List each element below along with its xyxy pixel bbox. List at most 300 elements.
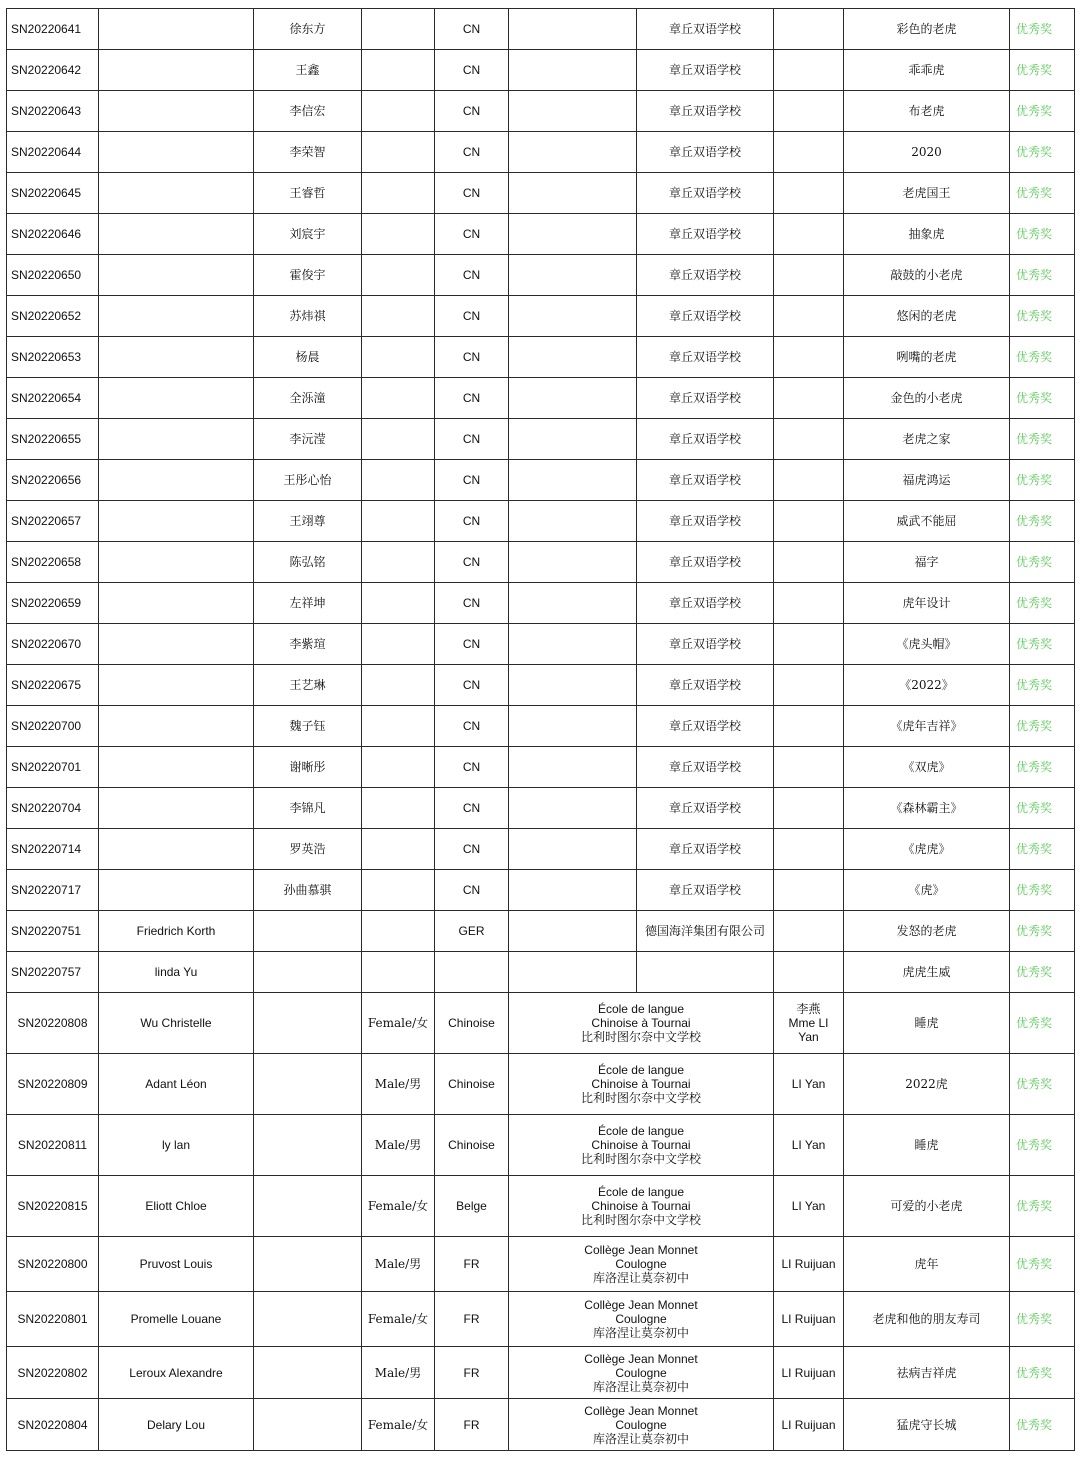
work-title: 睡虎 — [844, 993, 1010, 1054]
cell-line: Chinoise à Tournai — [591, 1016, 691, 1030]
gender: Male/男 — [362, 1237, 435, 1292]
gender — [362, 583, 435, 624]
school: 章丘双语学校 — [637, 624, 774, 665]
cell-line: École de langue — [597, 1002, 685, 1016]
entry-id: SN20220643 — [7, 91, 99, 132]
cell-line: Yan — [798, 1030, 819, 1044]
cell-line: Coulogne — [615, 1417, 667, 1432]
gender — [362, 706, 435, 747]
name-en: ly lan — [99, 1115, 254, 1176]
empty-cell — [509, 9, 637, 50]
table-row — [7, 501, 1075, 542]
gender — [362, 460, 435, 501]
award: 优秀奖 — [1010, 91, 1075, 132]
table-row — [7, 419, 1075, 460]
name-en: Friedrich Korth — [99, 911, 254, 952]
school — [509, 1054, 774, 1115]
teacher — [774, 9, 844, 50]
name-en — [99, 50, 254, 91]
empty-cell — [509, 91, 637, 132]
work-title: 威武不能屈 — [844, 501, 1010, 542]
award: 优秀奖 — [1010, 50, 1075, 91]
name-en — [99, 624, 254, 665]
table-row — [7, 1176, 1075, 1237]
cell-line: LI Ruijuan — [781, 1417, 836, 1432]
empty-cell — [509, 337, 637, 378]
school: 章丘双语学校 — [637, 542, 774, 583]
name-cn — [254, 1054, 362, 1115]
teacher — [774, 1176, 844, 1237]
work-title: 福字 — [844, 542, 1010, 583]
gender — [362, 952, 435, 993]
work-title: 虎年设计 — [844, 583, 1010, 624]
cell-line: Chinoise à Tournai — [591, 1199, 691, 1213]
gender — [362, 91, 435, 132]
gender: Male/男 — [362, 1115, 435, 1176]
country: CN — [435, 460, 509, 501]
gender — [362, 829, 435, 870]
country: Belge — [435, 1176, 509, 1237]
entry-id: SN20220653 — [7, 337, 99, 378]
award: 优秀奖 — [1010, 337, 1075, 378]
cell-line: Collège Jean Monnet — [584, 1351, 698, 1366]
table-row — [7, 788, 1075, 829]
name-cn: 徐东方 — [254, 9, 362, 50]
teacher — [774, 829, 844, 870]
award: 优秀奖 — [1010, 132, 1075, 173]
work-title: 2020 — [844, 132, 1010, 173]
teacher — [774, 1292, 844, 1347]
work-title: 老虎和他的朋友寿司 — [844, 1292, 1010, 1347]
name-en: linda Yu — [99, 952, 254, 993]
table-row — [7, 9, 1075, 50]
entry-id: SN20220641 — [7, 9, 99, 50]
cell-line: Coulogne — [615, 1312, 667, 1326]
table-row — [7, 993, 1075, 1054]
teacher — [774, 460, 844, 501]
country — [435, 952, 509, 993]
entry-id: SN20220642 — [7, 50, 99, 91]
gender — [362, 296, 435, 337]
school: 章丘双语学校 — [637, 337, 774, 378]
name-cn — [254, 1115, 362, 1176]
cell-line: 库洛涅让莫奈初中 — [592, 1431, 689, 1446]
table-row — [7, 870, 1075, 911]
country: CN — [435, 255, 509, 296]
country: FR — [435, 1399, 509, 1451]
name-en — [99, 583, 254, 624]
name-en: Promelle Louane — [99, 1292, 254, 1347]
teacher — [774, 911, 844, 952]
entry-id: SN20220700 — [7, 706, 99, 747]
teacher — [774, 173, 844, 214]
country: Chinoise — [435, 993, 509, 1054]
table-row — [7, 132, 1075, 173]
empty-cell — [509, 214, 637, 255]
cell-line: 库洛涅让莫奈初中 — [592, 1379, 689, 1394]
gender — [362, 665, 435, 706]
school: 章丘双语学校 — [637, 583, 774, 624]
name-en — [99, 665, 254, 706]
gender — [362, 501, 435, 542]
name-cn: 魏子钰 — [254, 706, 362, 747]
country: CN — [435, 50, 509, 91]
table-row — [7, 706, 1075, 747]
country: FR — [435, 1237, 509, 1292]
teacher — [774, 952, 844, 993]
gender — [362, 624, 435, 665]
name-cn: 孙曲慕骐 — [254, 870, 362, 911]
entry-id: SN20220811 — [7, 1115, 99, 1176]
award: 优秀奖 — [1010, 624, 1075, 665]
table-row — [7, 1054, 1075, 1115]
school — [509, 1237, 774, 1292]
teacher — [774, 255, 844, 296]
table-body — [7, 9, 1075, 1451]
name-cn: 李锦凡 — [254, 788, 362, 829]
teacher — [774, 706, 844, 747]
work-title: 《虎虎》 — [844, 829, 1010, 870]
teacher — [774, 214, 844, 255]
name-cn: 左祥坤 — [254, 583, 362, 624]
name-en — [99, 788, 254, 829]
empty-cell — [509, 255, 637, 296]
entry-id: SN20220646 — [7, 214, 99, 255]
school: 章丘双语学校 — [637, 296, 774, 337]
country: CN — [435, 747, 509, 788]
school: 章丘双语学校 — [637, 50, 774, 91]
school: 章丘双语学校 — [637, 9, 774, 50]
table-row — [7, 1237, 1075, 1292]
name-cn — [254, 1237, 362, 1292]
gender: Male/男 — [362, 1054, 435, 1115]
entry-id: SN20220804 — [7, 1399, 99, 1451]
country: Chinoise — [435, 1054, 509, 1115]
name-en: Pruvost Louis — [99, 1237, 254, 1292]
teacher — [774, 747, 844, 788]
school: 德国海洋集团有限公司 — [637, 911, 774, 952]
empty-cell — [509, 296, 637, 337]
school: 章丘双语学校 — [637, 665, 774, 706]
gender: Female/女 — [362, 993, 435, 1054]
country: CN — [435, 173, 509, 214]
name-en — [99, 132, 254, 173]
entry-id: SN20220670 — [7, 624, 99, 665]
name-en: Adant Léon — [99, 1054, 254, 1115]
teacher — [774, 378, 844, 419]
school — [509, 1292, 774, 1347]
name-en — [99, 829, 254, 870]
award: 优秀奖 — [1010, 1347, 1075, 1399]
country: CN — [435, 419, 509, 460]
table-row — [7, 255, 1075, 296]
work-title: 金色的小老虎 — [844, 378, 1010, 419]
entry-id: SN20220658 — [7, 542, 99, 583]
cell-line: LI Ruijuan — [781, 1312, 836, 1326]
teacher — [774, 50, 844, 91]
award: 优秀奖 — [1010, 501, 1075, 542]
work-title: 《2022》 — [844, 665, 1010, 706]
table-row — [7, 952, 1075, 993]
teacher — [774, 1054, 844, 1115]
country: CN — [435, 706, 509, 747]
name-cn — [254, 1292, 362, 1347]
gender: Female/女 — [362, 1176, 435, 1237]
name-en — [99, 9, 254, 50]
name-cn — [254, 993, 362, 1054]
cell-line: Collège Jean Monnet — [584, 1298, 698, 1312]
name-en: Eliott Chloe — [99, 1176, 254, 1237]
cell-line: Chinoise à Tournai — [591, 1138, 691, 1152]
name-cn: 谢晰彤 — [254, 747, 362, 788]
entry-id: SN20220652 — [7, 296, 99, 337]
table-row — [7, 50, 1075, 91]
table-row — [7, 665, 1075, 706]
table-row — [7, 214, 1075, 255]
empty-cell — [509, 501, 637, 542]
cell-line: LI Yan — [791, 1077, 826, 1091]
empty-cell — [509, 788, 637, 829]
entry-id: SN20220801 — [7, 1292, 99, 1347]
award: 优秀奖 — [1010, 829, 1075, 870]
cell-line: 比利时图尔奈中文学校 — [580, 1213, 701, 1227]
work-title: 祛病吉祥虎 — [844, 1347, 1010, 1399]
entry-id: SN20220704 — [7, 788, 99, 829]
award: 优秀奖 — [1010, 665, 1075, 706]
name-en: Leroux Alexandre — [99, 1347, 254, 1399]
empty-cell — [509, 747, 637, 788]
gender — [362, 378, 435, 419]
work-title: 虎虎生威 — [844, 952, 1010, 993]
country: Chinoise — [435, 1115, 509, 1176]
empty-cell — [509, 870, 637, 911]
work-title: 福虎鸿运 — [844, 460, 1010, 501]
school: 章丘双语学校 — [637, 870, 774, 911]
entry-id: SN20220751 — [7, 911, 99, 952]
award: 优秀奖 — [1010, 1292, 1075, 1347]
name-cn: 刘宸宇 — [254, 214, 362, 255]
work-title: 咧嘴的老虎 — [844, 337, 1010, 378]
country: CN — [435, 665, 509, 706]
cell-line: 库洛涅让莫奈初中 — [592, 1271, 689, 1285]
teacher — [774, 91, 844, 132]
cell-line: Chinoise à Tournai — [591, 1077, 691, 1091]
empty-cell — [509, 378, 637, 419]
country: CN — [435, 214, 509, 255]
teacher — [774, 583, 844, 624]
name-cn: 陈弘铭 — [254, 542, 362, 583]
teacher — [774, 419, 844, 460]
empty-cell — [509, 706, 637, 747]
work-title: 猛虎守长城 — [844, 1399, 1010, 1451]
entry-id: SN20220808 — [7, 993, 99, 1054]
cell-line: LI Ruijuan — [781, 1365, 836, 1380]
school: 章丘双语学校 — [637, 255, 774, 296]
entry-id: SN20220657 — [7, 501, 99, 542]
name-cn: 李紫瑄 — [254, 624, 362, 665]
cell-line: 比利时图尔奈中文学校 — [580, 1030, 701, 1044]
gender — [362, 50, 435, 91]
name-en — [99, 378, 254, 419]
award: 优秀奖 — [1010, 1237, 1075, 1292]
school: 章丘双语学校 — [637, 501, 774, 542]
table-row — [7, 173, 1075, 214]
cell-line: École de langue — [597, 1185, 685, 1199]
award: 优秀奖 — [1010, 993, 1075, 1054]
name-cn: 杨晨 — [254, 337, 362, 378]
entry-id: SN20220701 — [7, 747, 99, 788]
name-en — [99, 173, 254, 214]
name-en — [99, 706, 254, 747]
name-cn: 李信宏 — [254, 91, 362, 132]
award: 优秀奖 — [1010, 1399, 1075, 1451]
name-en — [99, 296, 254, 337]
award: 优秀奖 — [1010, 378, 1075, 419]
table-row — [7, 911, 1075, 952]
work-title: 睡虎 — [844, 1115, 1010, 1176]
name-en — [99, 91, 254, 132]
gender: Female/女 — [362, 1399, 435, 1451]
school: 章丘双语学校 — [637, 214, 774, 255]
country: CN — [435, 501, 509, 542]
country: CN — [435, 583, 509, 624]
award: 优秀奖 — [1010, 255, 1075, 296]
school: 章丘双语学校 — [637, 706, 774, 747]
teacher — [774, 501, 844, 542]
teacher — [774, 1115, 844, 1176]
award: 优秀奖 — [1010, 9, 1075, 50]
award: 优秀奖 — [1010, 296, 1075, 337]
cell-line: École de langue — [597, 1124, 685, 1138]
country: CN — [435, 829, 509, 870]
entry-id: SN20220800 — [7, 1237, 99, 1292]
entry-id: SN20220809 — [7, 1054, 99, 1115]
cell-line: 库洛涅让莫奈初中 — [592, 1326, 689, 1340]
name-en — [99, 542, 254, 583]
entry-id: SN20220815 — [7, 1176, 99, 1237]
teacher — [774, 1399, 844, 1451]
school: 章丘双语学校 — [637, 132, 774, 173]
work-title: 布老虎 — [844, 91, 1010, 132]
empty-cell — [509, 173, 637, 214]
table-row — [7, 747, 1075, 788]
name-en — [99, 747, 254, 788]
teacher — [774, 1237, 844, 1292]
name-cn — [254, 911, 362, 952]
cell-line: Mme LI — [788, 1016, 829, 1030]
empty-cell — [509, 50, 637, 91]
award: 优秀奖 — [1010, 788, 1075, 829]
table-row — [7, 296, 1075, 337]
work-title: 老虎国王 — [844, 173, 1010, 214]
country: GER — [435, 911, 509, 952]
table-row — [7, 1347, 1075, 1399]
teacher — [774, 665, 844, 706]
work-title: 老虎之家 — [844, 419, 1010, 460]
country: CN — [435, 378, 509, 419]
award: 优秀奖 — [1010, 542, 1075, 583]
name-cn: 李荣智 — [254, 132, 362, 173]
table-row — [7, 337, 1075, 378]
name-en — [99, 501, 254, 542]
work-title: 《虎》 — [844, 870, 1010, 911]
work-title: 《虎头帽》 — [844, 624, 1010, 665]
school: 章丘双语学校 — [637, 788, 774, 829]
table-row — [7, 1115, 1075, 1176]
award: 优秀奖 — [1010, 214, 1075, 255]
school: 章丘双语学校 — [637, 829, 774, 870]
work-title: 《森林霸主》 — [844, 788, 1010, 829]
name-en — [99, 460, 254, 501]
name-cn — [254, 1176, 362, 1237]
teacher — [774, 132, 844, 173]
entry-id: SN20220656 — [7, 460, 99, 501]
gender — [362, 173, 435, 214]
empty-cell — [509, 132, 637, 173]
teacher — [774, 870, 844, 911]
entry-id: SN20220802 — [7, 1347, 99, 1399]
school: 章丘双语学校 — [637, 747, 774, 788]
country: CN — [435, 9, 509, 50]
school — [509, 1347, 774, 1399]
name-cn: 罗英浩 — [254, 829, 362, 870]
work-title: 《虎年吉祥》 — [844, 706, 1010, 747]
school: 章丘双语学校 — [637, 173, 774, 214]
teacher — [774, 1347, 844, 1399]
table-row — [7, 460, 1075, 501]
country: CN — [435, 337, 509, 378]
name-cn: 王睿哲 — [254, 173, 362, 214]
work-title: 发怒的老虎 — [844, 911, 1010, 952]
name-cn: 王鑫 — [254, 50, 362, 91]
country: FR — [435, 1292, 509, 1347]
cell-line: Collège Jean Monnet — [584, 1243, 698, 1257]
name-cn — [254, 1399, 362, 1451]
name-cn — [254, 1347, 362, 1399]
award: 优秀奖 — [1010, 173, 1075, 214]
gender — [362, 255, 435, 296]
award: 优秀奖 — [1010, 706, 1075, 747]
empty-cell — [509, 460, 637, 501]
table-row — [7, 91, 1075, 132]
cell-line: 比利时图尔奈中文学校 — [580, 1152, 701, 1166]
entry-id: SN20220757 — [7, 952, 99, 993]
table-row — [7, 542, 1075, 583]
gender — [362, 337, 435, 378]
empty-cell — [509, 542, 637, 583]
name-cn: 王翊尊 — [254, 501, 362, 542]
award: 优秀奖 — [1010, 1054, 1075, 1115]
award: 优秀奖 — [1010, 460, 1075, 501]
name-cn — [254, 952, 362, 993]
gender — [362, 747, 435, 788]
school — [509, 1176, 774, 1237]
gender — [362, 542, 435, 583]
gender — [362, 9, 435, 50]
gender — [362, 132, 435, 173]
cell-line: 李燕 — [796, 1002, 821, 1016]
teacher — [774, 542, 844, 583]
entry-id: SN20220655 — [7, 419, 99, 460]
table-row — [7, 583, 1075, 624]
country: CN — [435, 870, 509, 911]
award: 优秀奖 — [1010, 952, 1075, 993]
teacher — [774, 296, 844, 337]
empty-cell — [509, 911, 637, 952]
cell-line: Coulogne — [615, 1365, 667, 1380]
teacher — [774, 624, 844, 665]
name-cn: 王彤心怡 — [254, 460, 362, 501]
